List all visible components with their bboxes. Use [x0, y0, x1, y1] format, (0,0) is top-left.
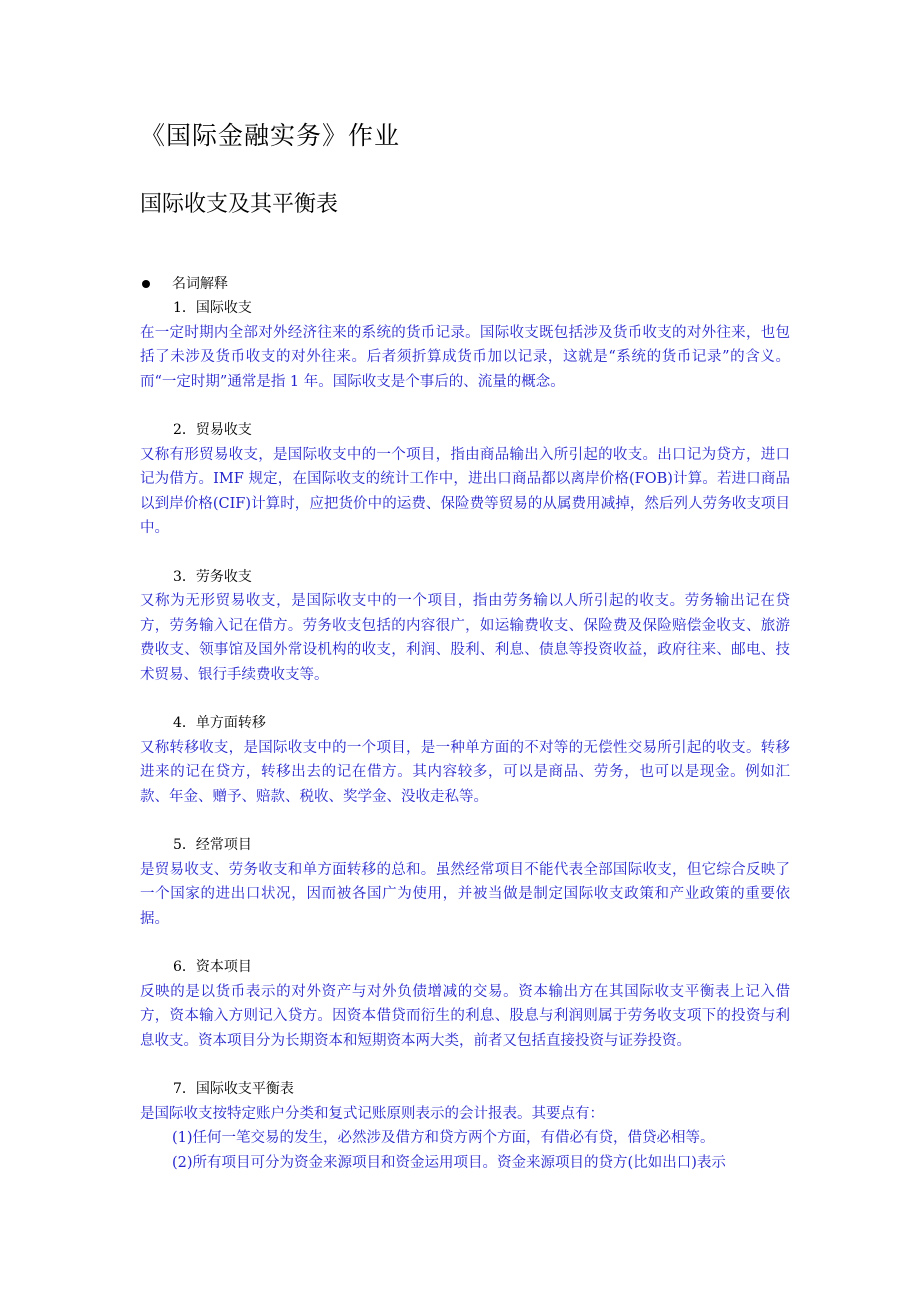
- term-item: [140, 1077, 790, 1175]
- term-definition: 是国际收支按特定账户分类和复式记账原则表示的会计报表。其要点有：: [140, 1105, 604, 1122]
- term-subpoint: (2)所有项目可分为资金来源项目和资金运用项目。资金来源项目的贷方(比如出口)表示: [172, 1154, 726, 1171]
- term-item: [140, 296, 790, 394]
- term-subpoint: (1)任何一笔交易的发生，必然涉及借方和贷方两个方面，有借必有贷，借贷必相等。: [172, 1130, 715, 1146]
- section-title: 国际收支及其平衡表: [140, 192, 339, 217]
- term-definition: 在一定时期内全部对外经济往来的系统的货币记录。国际收支既包括涉及货币收支的对外往来，也包括了未涉及货币收支的对外往来。后者须折算成货币加以记录，这就是“系统的货币记录”的含义。而“一定时期”通常是指 1 年。国际收支是个事后的、流量的概念。: [140, 324, 790, 390]
- term-heading: 5．经常项目: [173, 837, 252, 853]
- bullet-label: 名词解释: [172, 276, 228, 292]
- term-heading: 4．单方面转移: [173, 715, 266, 731]
- term-heading: 7．国际收支平衡表: [173, 1081, 294, 1097]
- term-definition: 又称转移收支，是国际收支中的一个项目，是一种单方面的不对等的无偿性交易所引起的收支。转移进来的记在贷方，转移出去的记在借方。其内容较多，可以是商品、劳务，也可以是现金。例如汇款、年金、赠予、赔款、税收、奖学金、没收走私等。: [140, 739, 790, 805]
- term-definition: 又称为无形贸易收支，是国际收支中的一个项目，指由劳务输以人所引起的收支。劳务输出记在贷方，劳务输入记在借方。劳务收支包括的内容很广，如运输费收支、保险费及保险赔偿金收支、旅游费收支、领事馆及国外常设机构的收支，利润、股利、利息、债息等投资收益，政府往来、邮电、技术贸易、银行手续费收支等。: [140, 593, 790, 683]
- term-heading: 3．劳务收支: [173, 568, 252, 585]
- term-item: [140, 833, 790, 931]
- term-heading: 2．贸易收支: [173, 422, 252, 438]
- term-heading: 6．资本项目: [173, 959, 252, 975]
- term-heading: 1．国际收支: [173, 300, 252, 316]
- term-definition: 是贸易收支、劳务收支和单方面转移的总和。虽然经常项目不能代表全部国际收支，但它综合反映了一个国家的进出口状况，因而被各国广为使用，并被当做是制定国际收支政策和产业政策的重要依据。: [140, 861, 790, 927]
- term-item: [140, 565, 790, 688]
- document-title: 《国际金融实务》作业: [140, 121, 401, 150]
- term-item: [140, 955, 790, 1053]
- term-item: [140, 711, 790, 809]
- term-list: [140, 296, 790, 1199]
- term-definition: 又称有形贸易收支，是国际收支中的一个项目，指由商品输出入所引起的收支。出口记为贷方，进口记为借方。IMF 规定，在国际收支的统计工作中，进出口商品都以离岸价格(FOB)计算。若进口商品以到岸价格(CIF)计算时，应把货价中的运费、保险费等贸易的从属费用减掉，然后列人劳务收支项目中。: [140, 446, 790, 536]
- term-item: [140, 418, 790, 541]
- bullet-icon: [142, 280, 150, 288]
- term-definition: 反映的是以货币表示的对外资产与对外负债增减的交易。资本输出方在其国际收支平衡表上记入借方，资本输入方则记入贷方。因资本借贷而衍生的利息、股息与利润则属于劳务收支项下的投资与利息收支。资本项目分为长期资本和短期资本两大类，前者又包括直接投资与证券投资。: [140, 983, 790, 1049]
